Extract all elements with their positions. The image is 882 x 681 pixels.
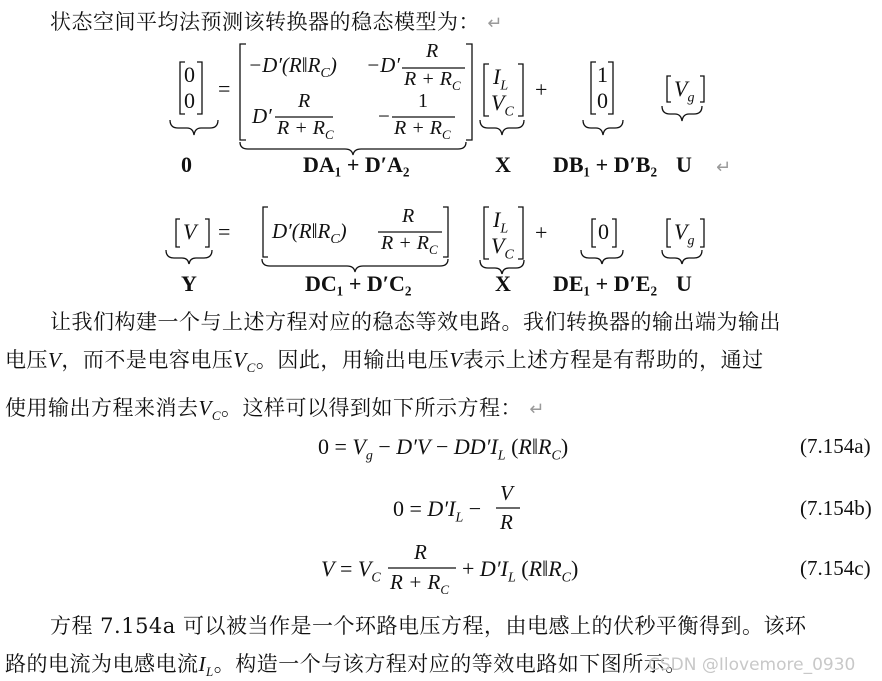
a-r2c1-num: R bbox=[298, 90, 311, 112]
a-r1c2-coef: −D′ bbox=[366, 53, 400, 77]
e-vector: 0 bbox=[598, 219, 609, 244]
para3-line2: 路的电流为电感电流$I_L$。构造一个与该方程对应的等效电路如下图所示。 bbox=[5, 652, 687, 680]
label-e-matrix: DE₁ + D′E₂ bbox=[553, 271, 658, 296]
label-x: X bbox=[495, 152, 511, 177]
label-b-matrix: DB₁ + D′B₂ bbox=[553, 152, 658, 177]
lhs-row2: 0 bbox=[184, 88, 195, 113]
a-r1c1: $-D'(R‖R_C)$ bbox=[248, 53, 337, 82]
a-r2c1-den: $R + R_C$ bbox=[277, 117, 334, 142]
a-r2c2-den: $R + R_C$ bbox=[394, 117, 451, 142]
equals-sign-2: = bbox=[218, 219, 231, 244]
a-r1c2-num: R bbox=[426, 40, 439, 62]
eq-a-body: $0 = V_g - D'V - DD'I_L$ $(R‖R_C)$ bbox=[318, 434, 569, 464]
a-r2c1-coef: D′ bbox=[252, 104, 272, 128]
x2-row2: $V_C$ bbox=[491, 233, 514, 263]
c-row-den: $R + R_C$ bbox=[381, 232, 438, 257]
label-zero: 0 bbox=[181, 152, 192, 177]
x-row1: $I_L$ bbox=[493, 64, 509, 94]
u-vector: $V_g$ bbox=[674, 76, 695, 106]
label-c-matrix: DC₁ + D′C₂ bbox=[305, 271, 412, 296]
c-row-num: R bbox=[402, 205, 415, 227]
eq-c-num: R bbox=[414, 540, 427, 564]
label-a-matrix: DA₁ + D′A₂ bbox=[303, 152, 410, 177]
eq-c-den: $R + R_C$ bbox=[390, 570, 449, 598]
eq-c-lhs: $V = V_C$ bbox=[321, 556, 381, 586]
watermark: CSDN @Ilovemore_0930 bbox=[648, 655, 856, 675]
para2-line1: 让我们构建一个与上述方程对应的稳态等效电路。我们转换器的输出端为输出 bbox=[50, 310, 781, 334]
eq-c-rhs: + $D'I_L$ $(R‖R_C)$ bbox=[462, 556, 579, 586]
label-u-2: U bbox=[676, 271, 692, 296]
eq-b-body: $0 = D'I_L$ − bbox=[393, 496, 482, 526]
u2-vector: $V_g$ bbox=[674, 219, 695, 249]
intro-text: 状态空间平均法预测该转换器的稳态模型为： bbox=[50, 10, 480, 34]
a-r1c2-den: $R + R_C$ bbox=[404, 68, 461, 93]
plus-sign-2: + bbox=[535, 220, 548, 245]
x-row2: $V_C$ bbox=[491, 90, 514, 120]
label-u: U bbox=[676, 152, 692, 177]
plus-sign: + bbox=[535, 77, 548, 102]
b-row1: 1 bbox=[597, 62, 608, 87]
label-y: Y bbox=[181, 271, 197, 296]
para3-line1: 方程 7.154a 可以被当作是一个环路电压方程，由电感上的伏秒平衡得到。该环 bbox=[50, 614, 807, 638]
return-mark-icon: ↵ bbox=[716, 157, 732, 178]
return-mark-icon: ↵ bbox=[529, 399, 545, 420]
a-r2c2-minus: − bbox=[378, 104, 390, 128]
eq-b-num: V bbox=[500, 481, 513, 505]
y-vector: V bbox=[183, 219, 197, 244]
eq-number-c: (7.154c) bbox=[800, 556, 871, 580]
eq-number-a: (7.154a) bbox=[800, 434, 871, 458]
eq-number-b: (7.154b) bbox=[800, 496, 872, 520]
lhs-row1: 0 bbox=[184, 62, 195, 87]
b-row2: 0 bbox=[597, 88, 608, 113]
x2-row1: $I_L$ bbox=[493, 207, 509, 237]
para2-line2: 电压V，而不是电容电压$V_C$。因此，用输出电压V表示上述方程是有帮助的，通过 bbox=[5, 348, 764, 376]
eq-b-den: R bbox=[500, 510, 513, 534]
equals-sign: = bbox=[218, 76, 231, 101]
c-row-c1: $D'(R‖R_C)$ bbox=[272, 219, 347, 248]
a-r2c2-num: 1 bbox=[418, 90, 428, 112]
return-mark-icon: ↵ bbox=[487, 13, 503, 34]
label-x-2: X bbox=[495, 271, 511, 296]
para2-line3: 使用输出方程来消去$V_C$。这样可以得到如下所示方程： ↵ bbox=[5, 396, 545, 424]
